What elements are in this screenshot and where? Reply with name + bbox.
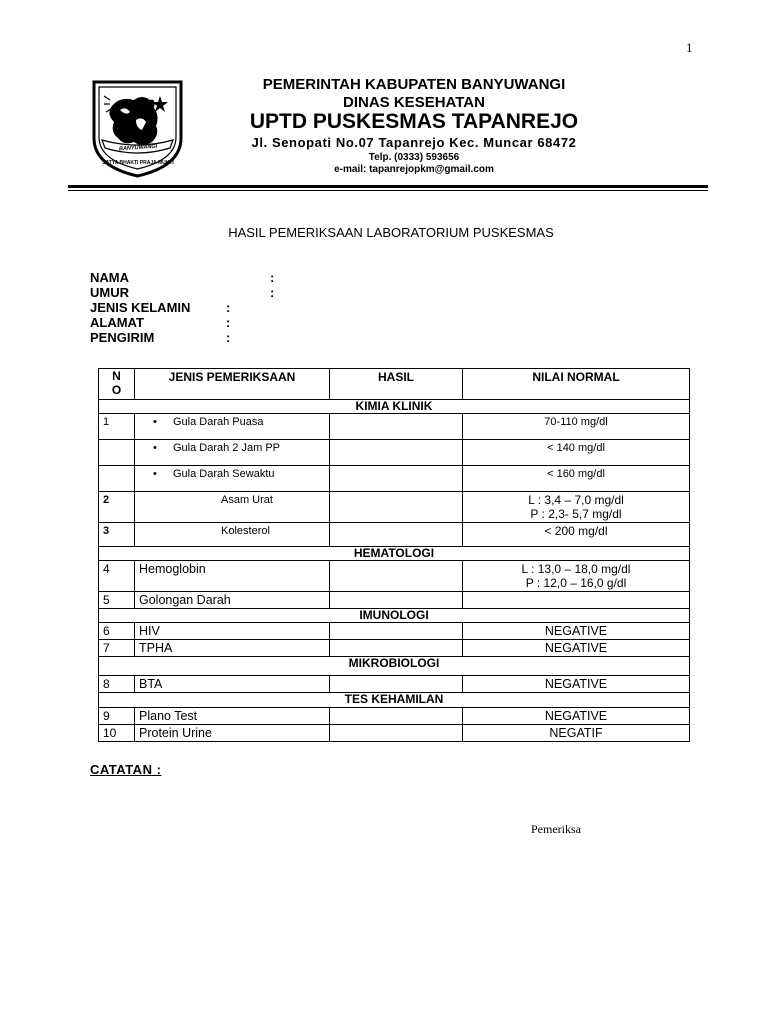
field-separator: :	[270, 285, 275, 300]
row-exam: Kolesterol	[135, 523, 330, 547]
document-title: HASIL PEMERIKSAAN LABORATORIUM PUSKESMAS	[228, 225, 554, 240]
header-address: Jl. Senopati No.07 Tapanrejo Kec. Muncar 68472	[251, 135, 577, 150]
row-exam: HIV	[135, 623, 330, 640]
header-result: HASIL	[330, 369, 463, 400]
patient-field-sex	[90, 300, 231, 315]
row-normal: NEGATIVE	[463, 708, 690, 725]
row-normal: NEGATIVE	[463, 640, 690, 657]
table-row	[99, 440, 690, 466]
table-header-row	[99, 369, 690, 400]
row-result[interactable]	[330, 466, 463, 492]
table-row	[99, 414, 690, 440]
row-exam: • Gula Darah Puasa	[135, 414, 330, 440]
logo-banner-text: BANYUWANGI	[118, 143, 158, 153]
row-exam: Golongan Darah	[135, 592, 330, 609]
field-label: JENIS KELAMIN	[90, 300, 191, 315]
patient-field-address	[90, 315, 231, 330]
normal-female: P : 2,3- 5,7 mg/dl	[530, 507, 622, 521]
row-result[interactable]	[330, 523, 463, 547]
examiner-label: Pemeriksa	[531, 822, 581, 836]
row-normal: 70-110 mg/dl	[463, 414, 690, 440]
row-no: 2	[99, 492, 135, 523]
table-row	[99, 592, 690, 609]
field-label: ALAMAT	[90, 315, 144, 330]
header-institution: UPTD PUSKESMAS TAPANREJO	[249, 110, 579, 133]
field-label: PENGIRIM	[90, 330, 155, 345]
row-no: 7	[99, 640, 135, 657]
table-row	[99, 466, 690, 492]
row-no: 8	[99, 676, 135, 693]
section-tes-kehamilan: TES KEHAMILAN	[99, 693, 690, 708]
field-label: UMUR	[90, 285, 129, 300]
row-result[interactable]	[330, 708, 463, 725]
row-no: 5	[99, 592, 135, 609]
row-normal	[463, 592, 690, 609]
table-row	[99, 676, 690, 693]
row-result[interactable]	[330, 623, 463, 640]
header-phone: Telp. (0333) 593656	[368, 152, 460, 163]
row-result[interactable]	[330, 492, 463, 523]
header-normal: NILAI NORMAL	[463, 369, 690, 400]
table-row	[99, 640, 690, 657]
row-result[interactable]	[330, 725, 463, 742]
normal-male: L : 3,4 – 7,0 mg/dl	[528, 493, 624, 507]
section-row	[99, 609, 690, 623]
letterhead-divider-thin	[68, 190, 708, 191]
field-separator: :	[270, 270, 275, 285]
header-no: N O	[99, 369, 135, 400]
row-exam: Asam Urat	[135, 492, 330, 523]
section-hematologi: HEMATOLOGI	[99, 547, 690, 561]
patient-field-age	[90, 285, 275, 300]
row-no	[99, 440, 135, 466]
section-mikrobiologi: MIKROBIOLOGI	[99, 657, 690, 676]
row-exam: BTA	[135, 676, 330, 693]
row-normal: NEGATIVE	[463, 623, 690, 640]
section-row	[99, 400, 690, 414]
row-exam: TPHA	[135, 640, 330, 657]
notes-label: CATATAN :	[90, 762, 162, 777]
row-normal: NEGATIF	[463, 725, 690, 742]
row-exam: Hemoglobin	[135, 561, 330, 592]
row-no: 9	[99, 708, 135, 725]
header-exam: JENIS PEMERIKSAAN	[135, 369, 330, 400]
page-number: 1	[686, 40, 693, 55]
row-exam: • Gula Darah Sewaktu	[135, 466, 330, 492]
section-row	[99, 547, 690, 561]
patient-field-name	[90, 270, 275, 285]
row-result[interactable]	[330, 676, 463, 693]
patient-field-sender	[90, 330, 231, 345]
row-no: 10	[99, 725, 135, 742]
row-no	[99, 466, 135, 492]
field-label: NAMA	[90, 270, 129, 285]
section-row	[99, 693, 690, 708]
header-email: e-mail: tapanrejopkm@gmail.com	[334, 164, 494, 175]
row-result[interactable]	[330, 440, 463, 466]
row-result[interactable]	[330, 640, 463, 657]
field-separator: :	[226, 330, 231, 345]
row-exam: • Gula Darah 2 Jam PP	[135, 440, 330, 466]
row-no: 1	[99, 414, 135, 440]
normal-female: P : 12,0 – 16,0 g/dl	[525, 576, 627, 590]
normal-male: L : 13,0 – 18,0 mg/dl	[521, 562, 631, 576]
row-normal: < 160 mg/dl	[463, 466, 690, 492]
field-separator: :	[226, 315, 231, 330]
row-result[interactable]	[330, 592, 463, 609]
table-row	[99, 561, 690, 592]
row-normal: < 140 mg/dl	[463, 440, 690, 466]
row-normal	[463, 561, 690, 592]
section-row	[99, 657, 690, 676]
table-row	[99, 523, 690, 547]
row-normal: NEGATIVE	[463, 676, 690, 693]
row-no: 6	[99, 623, 135, 640]
header-department: DINAS KESEHATAN	[343, 94, 485, 111]
row-no: 3	[99, 523, 135, 547]
table-row	[99, 708, 690, 725]
section-imunologi: IMUNOLOGI	[99, 609, 690, 623]
table-row	[99, 725, 690, 742]
row-normal	[463, 492, 690, 523]
header-government: PEMERINTAH KABUPATEN BANYUWANGI	[262, 76, 566, 93]
row-normal: < 200 mg/dl	[463, 523, 690, 547]
row-no: 4	[99, 561, 135, 592]
row-exam: Protein Urine	[135, 725, 330, 742]
logo-motto-text: SATYA BHAKTI PRAJA MUKTI	[102, 160, 174, 166]
letterhead-divider-thick	[68, 185, 708, 188]
section-kimia-klinik: KIMIA KLINIK	[99, 400, 690, 414]
row-result[interactable]	[330, 561, 463, 592]
field-separator: :	[226, 300, 231, 315]
table-row	[99, 623, 690, 640]
row-result[interactable]	[330, 414, 463, 440]
table-row	[99, 492, 690, 523]
lab-results-table	[98, 368, 690, 742]
row-exam: Plano Test	[135, 708, 330, 725]
